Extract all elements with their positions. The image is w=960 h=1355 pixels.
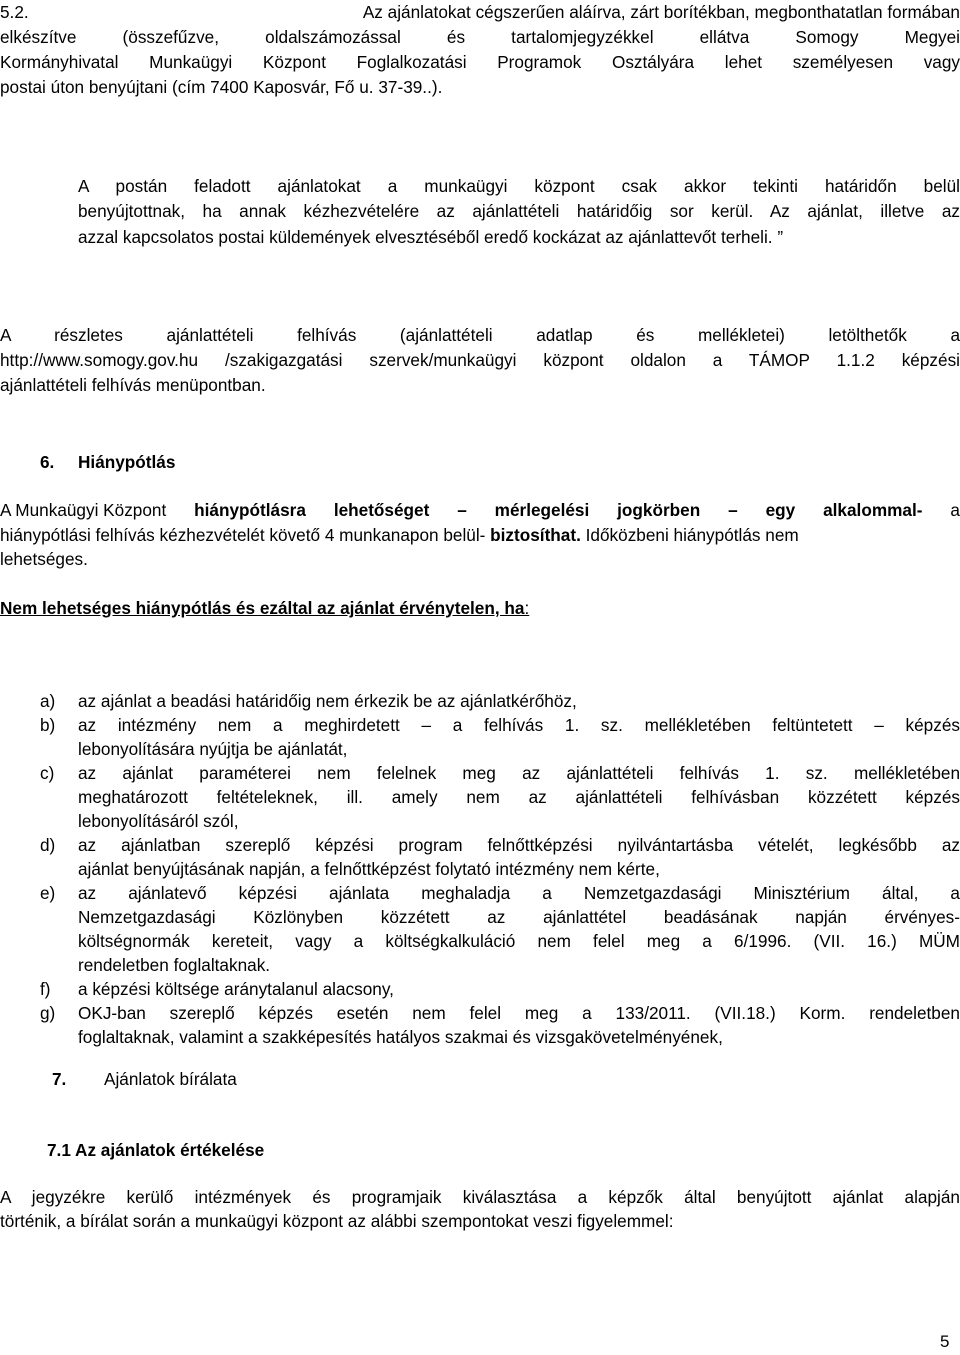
section-6-number: 6. (40, 452, 55, 472)
section-5-2-text-1: Az ajánlatokat cégszerűen aláírva, zárt borítékban, megbonthatatlan formában (362, 2, 960, 22)
details-line-1: A részletes ajánlattételi felhívás (ajánlattételi adatlap és mellékletei) letölthetők a (0, 325, 960, 345)
list-item-d-label: d) (40, 835, 56, 855)
postal-line-3: azzal kapcsolatos postai küldemények elvesztéséből eredő kockázat az ajánlattevőt terheli. ” (78, 227, 784, 247)
section-7-title: Ajánlatok bírálata (104, 1069, 237, 1089)
section-5-2-number: 5.2. (0, 2, 29, 22)
details-line-3: ajánlattételi felhívás menüpontban. (0, 375, 266, 395)
section-5-2-line-1 (0, 0, 960, 24)
list-item-a-line-1: az ajánlat a beadási határidőig nem érkezik be az ajánlatkérőhöz, (78, 691, 577, 711)
section-5-2-line-4: postai úton benyújtani (cím 7400 Kaposvár, Fő u. 37-39..). (0, 77, 443, 97)
section-6-paragraph-line-1 (0, 498, 960, 522)
list-item-e-line-2: Nemzetgazdasági Közlönyben közzétett az ajánlattétel beadásának napján érvényes- (78, 907, 960, 927)
final-paragraph-line-2: történik, a bírálat során a munkaügyi központ az alábbi szempontokat veszi figyelemmel: (0, 1211, 674, 1231)
invalid-heading (0, 596, 529, 620)
list-item-c-line-2: meghatározott feltételeknek, ill. amely nem az ajánlattételi felhívásban közzétett képzés (78, 787, 960, 807)
p1-word-j: a (950, 500, 960, 520)
list-item-g-line-2: foglaltaknak, valamint a szakképesítés hatályos szakmai és vizsgakövetelményének, (78, 1027, 723, 1047)
list-item-c-line-3: lebonyolításáról szól, (78, 811, 239, 831)
list-item-d-line-2: ajánlat benyújtásának napján, a felnőttképzést folytató intézmény nem kérte, (78, 859, 660, 879)
p1-line2-bold: biztosíthat. (490, 525, 581, 545)
p1-word-a: A Munkaügyi Központ (0, 500, 167, 520)
list-item-f-line-1: a képzési költsége aránytalanul alacsony, (78, 979, 394, 999)
invalid-heading-colon: : (524, 598, 530, 618)
section-7-1-title: 7.1 Az ajánlatok értékelése (47, 1140, 265, 1160)
list-item-c-line-1: az ajánlat paraméterei nem felelnek meg az ajánlattételi felhívás 1. sz. mellékletében (78, 763, 960, 783)
p1-line2-tail: Időközbeni hiánypótlás nem (580, 525, 799, 545)
p1-word-b: hiánypótlásra (194, 500, 306, 520)
p1-word-d: – (457, 500, 467, 520)
section-6-title: Hiánypótlás (78, 452, 176, 472)
p1-word-h: egy (765, 500, 796, 520)
postal-line-1: A postán feladott ajánlatokat a munkaügyi központ csak akkor tekinti határidőn belül (78, 176, 960, 196)
list-item-f-label: f) (40, 979, 51, 999)
list-item-e-line-4: rendeletben foglaltaknak. (78, 955, 271, 975)
list-item-c-label: c) (40, 763, 55, 783)
list-item-b-line-1: az intézmény nem a meghirdetett – a felhívás 1. sz. mellékletében feltüntetett – képzés (78, 715, 960, 735)
page-number: 5 (940, 1332, 950, 1351)
p1-word-i: alkalommal- (823, 500, 923, 520)
list-item-g-label: g) (40, 1003, 56, 1023)
section-6-paragraph-line-3: lehetséges. (0, 549, 88, 569)
details-line-2: http://www.somogy.gov.hu /szakigazgatási szervek/munkaügyi központ oldalon a TÁMOP 1.1.2 képzési (0, 350, 960, 370)
p1-line2-text: hiánypótlási felhívás kézhezvételét követő 4 munkanapon belül- (0, 525, 491, 545)
p1-word-f: jogkörben (617, 500, 701, 520)
list-item-b-line-2: lebonyolítására nyújtja be ajánlatát, (78, 739, 348, 759)
postal-line-2: benyújtottnak, ha annak kézhezvételére az ajánlattételi határidőig sor kerül. Az ajánlat, illetve az (78, 201, 960, 221)
section-7-number: 7. (52, 1069, 67, 1089)
list-item-a-label: a) (40, 691, 56, 711)
list-item-b-label: b) (40, 715, 56, 735)
p1-word-g: – (728, 500, 738, 520)
section-5-2-line-2: elkészítve (összefűzve, oldalszámozással és tartalomjegyzékkel ellátva Somogy Megyei (0, 27, 960, 47)
invalid-heading-text: Nem lehetséges hiánypótlás és ezáltal az ajánlat érvénytelen, ha (0, 598, 525, 618)
list-item-g-line-1: OKJ-ban szereplő képzés esetén nem felel meg a 133/2011. (VII.18.) Korm. rendeletben (78, 1003, 960, 1023)
list-item-d-line-1: az ajánlatban szereplő képzési program felnőttképzési nyilvántartásba vételét, legkésőbb az (78, 835, 960, 855)
section-5-2-line-3: Kormányhivatal Munkaügyi Központ Foglalkozatási Programok Osztályára lehet személyesen vagy (0, 52, 960, 72)
p1-word-e: mérlegelési (494, 500, 590, 520)
p1-word-c: lehetőséget (333, 500, 430, 520)
list-item-e-label: e) (40, 883, 56, 903)
list-item-e-line-1: az ajánlatevő képzési ajánlata meghaladja a Nemzetgazdasági Minisztérium által, a (78, 883, 960, 903)
final-paragraph-line-1: A jegyzékre kerülő intézmények és programjaik kiválasztása a képzők által benyújtott ajánlat alapján (0, 1187, 960, 1207)
list-item-e-line-3: költségnormák kereteit, vagy a költségkalkuláció nem felel meg a 6/1996. (VII. 16.) MÜM (78, 931, 960, 951)
section-6-paragraph-line-2 (0, 523, 799, 547)
